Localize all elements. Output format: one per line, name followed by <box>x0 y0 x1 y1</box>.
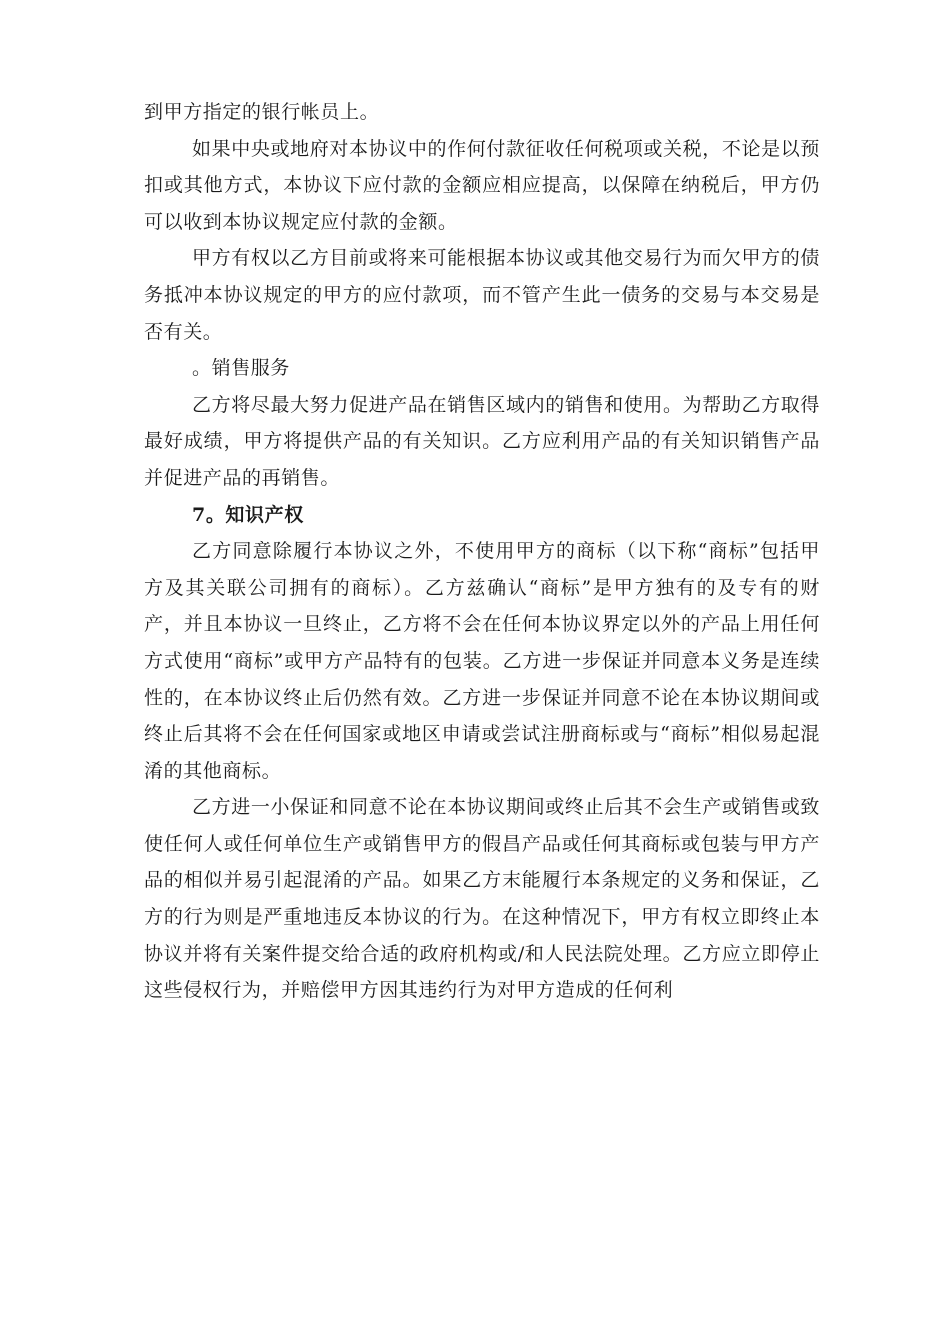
paragraph-offset: 甲方有权以乙方目前或将来可能根据本协议或其他交易行为而欠甲方的债务抵冲本协议规定的甲方的应付款项，而不管产生此一债务的交易与本交易是否有关。 <box>144 247 820 343</box>
paragraph-counterfeit: 乙方进一小保证和同意不论在本协议期间或终止后其不会生产或销售或致使任何人或任何单位生产或销售甲方的假昌产品或任何其商标或包装与甲方产品的相似并易引起混淆的产品。如果乙方末能履行本条规定的义务和保证，乙方的行为则是严重地违反本协议的行为。在这种情况下，甲方有权立即终止本协议并将有关案件提交给合适的政府机构或/和人民法院处理。乙方应立即停止这些侵权行为，并赔偿甲方因其违约行为对甲方造成的任何利 <box>144 796 820 1002</box>
paragraph-sales-service: 乙方将尽最大努力促进产品在销售区域内的销售和使用。为帮助乙方取得最好成绩，甲方将提供产品的有关知识。乙方应利用产品的有关知识销售产品并促进产品的再销售。 <box>144 393 820 489</box>
paragraph-continuation: 到甲方指定的银行帐员上。 <box>144 101 380 123</box>
paragraph-trademark: 乙方同意除履行本协议之外，不使用甲方的商标（以下称“商标”包括甲方及其关联公司拥有的商标）。乙方兹确认“商标”是甲方独有的及专有的财产，并且本协议一旦终止，乙方将不会在任何本协议界定以外的产品上用任何方式使用“商标”或甲方产品特有的包装。乙方进一步保证并同意本义务是连续性的，在本协议终止后仍然有效。乙方进一步保证并同意不论在本协议期间或终止后其将不会在任何国家或地区申请或尝试注册商标或与“商标”相似易起混淆的其他商标。 <box>144 540 820 782</box>
section-heading-sales-service: 。销售服务 <box>192 357 291 380</box>
section-heading-ip: 7。知识产权 <box>192 503 304 526</box>
paragraph-tax: 如果中央或地府对本协议中的作何付款征收任何税项或关税，不论是以预扣或其他方式，本协议下应付款的金额应相应提高，以保障在纳税后，甲方仍可以收到本协议规定应付款的金额。 <box>144 137 820 233</box>
document-body <box>144 94 820 1009</box>
